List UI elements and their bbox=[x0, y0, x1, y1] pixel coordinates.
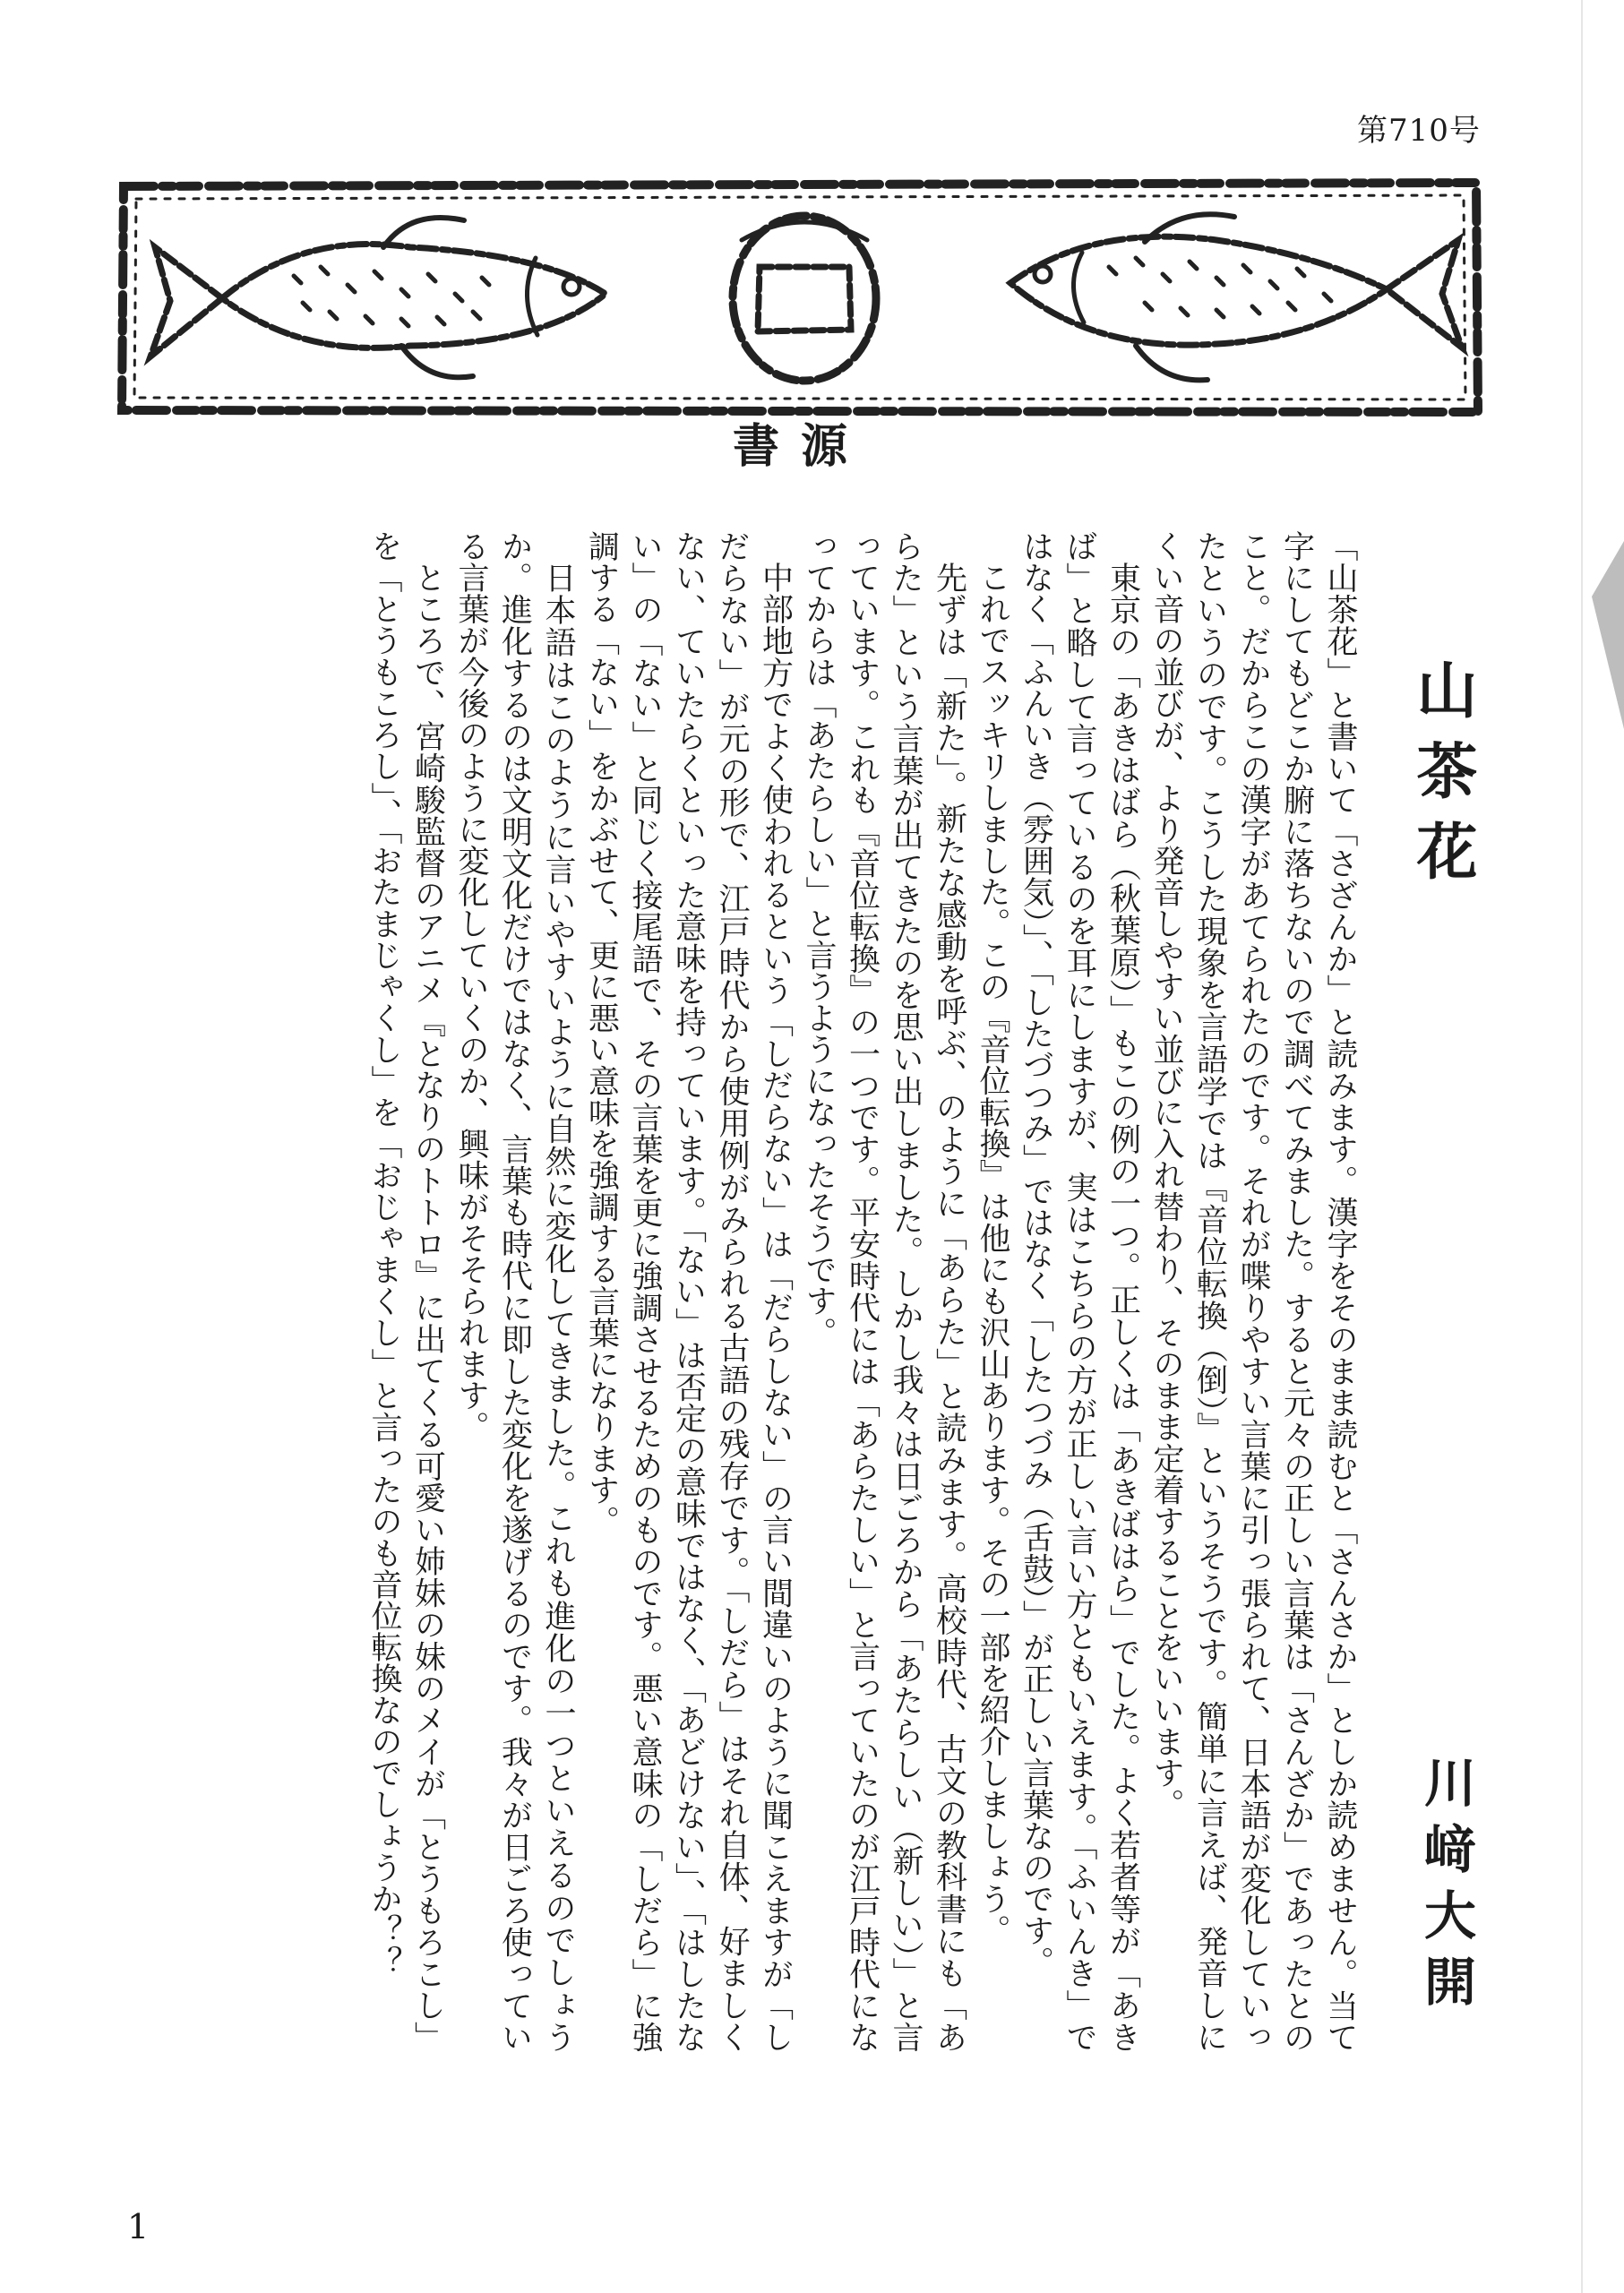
paragraph: 「山茶花」と書いて「さざんか」と読みます。漢字をそのまま読むと「さんさか」としか読めません。当て字にしてもどこか腑に落ちないので調べてみました。すると元々の正しい言葉は「さんざか」であったとのこと。だからこの漢字があてられたのです。それが喋りやすい言葉に引っ張られて、日本語が変化していったというのです。こうした現象を言語学では『音位転換（倒）』というそうです。簡単に言えば、発音しにくい音の並びが、より発音しやすい並びに入れ替わり、そのまま定着することをいいます。 bbox=[1148, 530, 1358, 2053]
page-edge-line bbox=[1581, 0, 1583, 2293]
article-author: 川﨑大開 bbox=[1415, 1756, 1476, 2021]
fish-rubbing-banner bbox=[115, 168, 1485, 428]
paragraph: 日本語はこのように言いやすいように自然に変化してきました。これも進化の一つといえるのでしょうか。進化するのは文明文化だけではなく、言葉も時代に即した変化を遂げるのです。我々が日ごろ使っている言葉が今後のように変化していくのか、興味がそそられます。 bbox=[453, 530, 576, 2053]
right-fish-icon bbox=[1010, 214, 1462, 380]
article-title: 山茶花 bbox=[1406, 658, 1478, 900]
article-body bbox=[363, 530, 1362, 2053]
paragraph: 中部地方でよく使われるという「しだらない」は「だらしない」の言い間違いのように聞こえますが「しだらない」が元の形で、江戸時代から使用例がみられる古語の残存です。「しだら」はそれ自体、好ましくない、ていたらくといった意味を持っています。「ない」は否定の意味ではなく、「あどけない」、「はしたない」の「ない」と同じく接尾語で、その言葉を更に強調させるためのものです。悪い意味の「しだら」に強調する「ない」をかぶせて、更に悪い意味を強調する言葉になります。 bbox=[583, 530, 794, 2053]
page-tab-marker bbox=[1588, 541, 1624, 729]
paragraph: 先ずは「新た」。新たな感動を呼ぶ、のように「あらた」と読みます。高校時代、古文の教科書にも「あらた」という言葉が出てきたのを思い出しました。しかし我々は日ごろから「あたらしい（新しい）」と言っています。これも『音位転換』の一つです。平安時代には「あらたしい」と言っていたのが江戸時代になってからは「あたらしい」と言うようになったそうです。 bbox=[801, 530, 967, 2053]
left-fish-icon bbox=[150, 218, 606, 377]
page-number: 1 bbox=[127, 2207, 150, 2246]
paragraph: 東京の「あきはばら（秋葉原）」もこの例の一つ。正しくは「あきばはら」でした。よく若者等が「あきば」と略して言っているのを耳にしますが、実はこちらの方が正しい言い方ともいえます。「ふいんき」ではなく「ふんいき（雰囲気）」、「したづつみ」ではなく「したつづみ（舌鼓）」が正しい言葉なのです。 bbox=[1018, 530, 1141, 2053]
banner-label: 書源 bbox=[733, 419, 870, 474]
issue-number: 第710号 bbox=[1357, 113, 1481, 149]
center-emblem-icon bbox=[733, 216, 876, 381]
paragraph: ところで、宮崎駿監督のアニメ『となりのトトロ』に出てくる可愛い姉妹の妹のメイが「とうもろこし」を「とうもころし」、「おたまじゃくし」を「おじゃまくし」と言ったのも音位転換なのでしょうか？？ bbox=[366, 530, 446, 2053]
paragraph: これでスッキリしました。この『音位転換』は他にも沢山あります。その一部を紹介しましょう。 bbox=[975, 562, 1010, 1946]
